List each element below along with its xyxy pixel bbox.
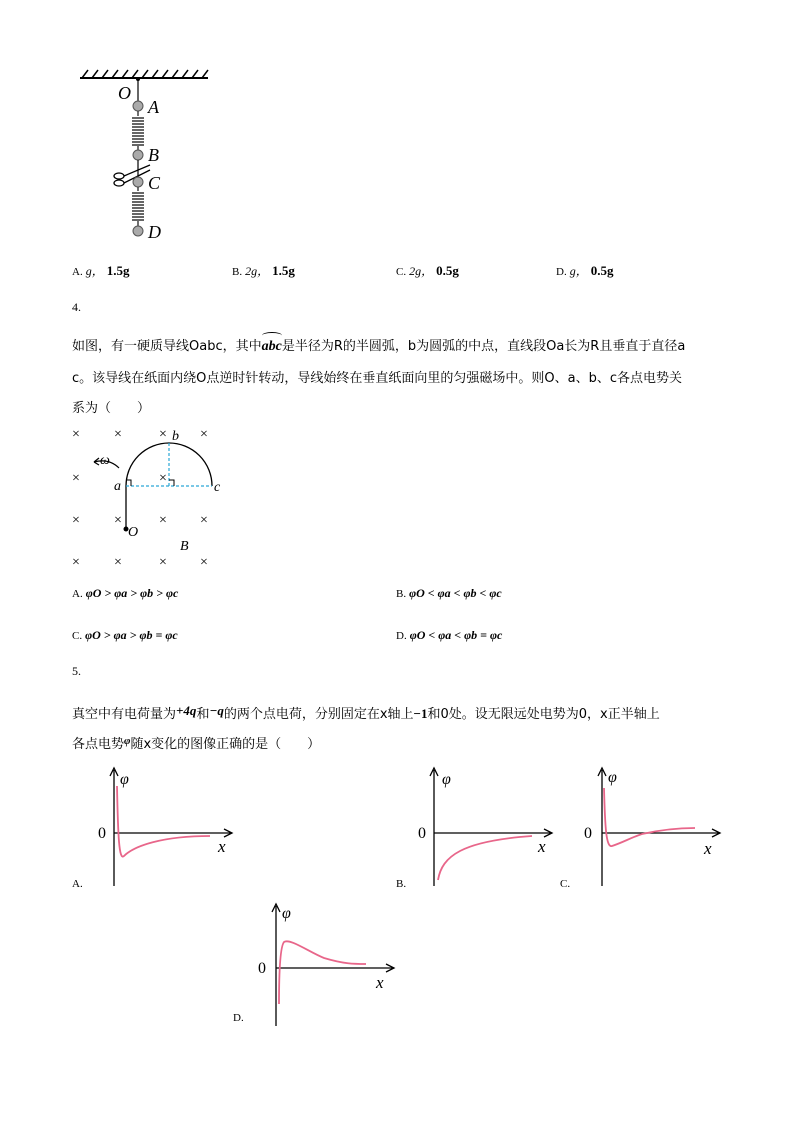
option-value-1: g， [569,264,588,278]
potential-curve [438,836,532,880]
q4-stem-line2: c。该导线在纸面内绕O点逆时针转动，导线始终在垂直纸面向里的匀强磁场中。则O、a、b、c各点电势关 [72,371,682,386]
graph-b [412,766,562,886]
y-label: φ [442,771,451,788]
option-label: B. [232,266,243,278]
label-D: D [148,222,161,242]
spring-AB [132,111,144,150]
point-O [136,77,140,81]
q5-number: 5. [72,664,81,678]
q4-stem-line3: 系为（ ） [72,401,151,416]
svg-text:×: × [159,471,167,486]
option-expression: φO < φa < φb = φc [409,628,503,642]
svg-text:×: × [159,513,167,528]
label-a: a [114,479,121,494]
ball-B [133,150,143,160]
q4-option-b[interactable] [396,586,502,601]
x-label: x [218,837,226,856]
graph-option-a[interactable]: A. [72,878,83,890]
svg-text:×: × [114,427,122,442]
q4-stem-line1 [72,336,685,358]
q5-stem-line1: 真空中有电荷量为+4q和−q的两个点电荷，分别固定在x轴上−1和0处。设无限远处电势为0，x正半轴上 [72,703,660,722]
graph-option-b[interactable]: B. [396,878,407,890]
option-value-1: 2g， [409,264,434,278]
q4-option-c[interactable] [72,628,178,643]
option-label: C. [72,630,83,642]
svg-text:×: × [159,555,167,570]
option-value-2: 1.5g [272,263,295,278]
phi-symbol: φ [124,735,131,747]
svg-text:×: × [200,513,208,528]
option-label: B. [396,588,407,600]
option-label: A. [72,588,83,600]
ball-C [133,177,143,187]
arc-abc: abc [262,336,282,358]
svg-text:×: × [200,427,208,442]
q3-option-d[interactable] [556,262,613,279]
option-label: A. [72,266,83,278]
svg-text:×: × [200,555,208,570]
q4-stem-part-a: 如图，有一硬质导线Oabc，其中 [72,339,262,354]
graph-c [580,766,730,886]
position-minus-1: −1 [413,706,428,721]
option-expression: φO > φa > φb > φc [85,586,179,600]
label-O: O [118,83,131,103]
q5-stem-line2: 各点电势$^\varphi$随x变化的图像正确的是（ ） [72,735,321,752]
svg-text:×: × [159,427,167,442]
option-value-2: 0.5g [436,263,459,278]
svg-text:×: × [114,513,122,528]
svg-text:×: × [114,555,122,570]
svg-text:×: × [72,471,80,486]
q3-option-b[interactable] [232,262,295,279]
spring-figure [70,66,220,246]
label-omega: ω [100,453,110,468]
svg-text:×: × [72,427,80,442]
graph-d [254,902,404,1027]
graph-option-d[interactable]: D. [233,1012,244,1024]
option-value-1: 2g， [245,264,270,278]
origin-label: 0 [418,825,426,842]
magnetic-field-figure [64,420,234,580]
origin-label: 0 [98,825,106,842]
ball-D [133,226,143,236]
q4-stem-part-b: 是半径为R的半圆弧，b为圆弧的中点，直线段Oa长为R且垂直于直径a [281,339,686,354]
y-label: φ [120,771,129,788]
option-label: D. [396,630,407,642]
x-label: x [704,839,712,858]
option-value-2: 0.5g [590,263,614,278]
option-value-1: g， [85,264,104,278]
ceiling-hatching [82,70,208,78]
charge-minus-q: −q [209,703,224,718]
potential-curve [604,788,695,846]
graph-a [92,766,242,886]
ball-A [133,101,143,111]
label-c: c [214,480,221,495]
q3-option-a[interactable] [72,262,129,279]
label-C: C [148,173,161,193]
potential-curve [117,786,210,857]
origin-label: 0 [584,825,592,842]
option-expression: φO > φa > φb = φc [85,628,178,642]
q4-option-d[interactable] [396,628,502,643]
label-O: O [128,525,139,540]
spring-CD [132,187,144,226]
right-angle-center [169,480,174,486]
label-B: B [148,145,159,165]
y-label: φ [608,769,617,786]
option-value-2: 1.5g [106,263,130,278]
svg-text:×: × [72,513,80,528]
potential-curve [279,941,366,1004]
x-label: x [538,837,546,856]
q4-number: 4. [72,300,81,314]
q3-option-c[interactable] [396,262,459,279]
svg-text:×: × [72,555,80,570]
origin-label: 0 [258,960,266,977]
option-expression: φO < φa < φb < φc [409,586,502,600]
option-label: D. [556,266,567,278]
x-label: x [376,973,384,992]
charge-plus-4q: +4q [176,703,197,718]
option-label: C. [396,266,407,278]
y-label: φ [282,905,291,922]
label-B: B [180,539,189,554]
graph-option-c[interactable]: C. [560,878,571,890]
q4-option-a[interactable] [72,586,178,601]
scissors-icon [114,165,150,186]
label-b: b [172,429,179,444]
label-A: A [148,97,159,117]
